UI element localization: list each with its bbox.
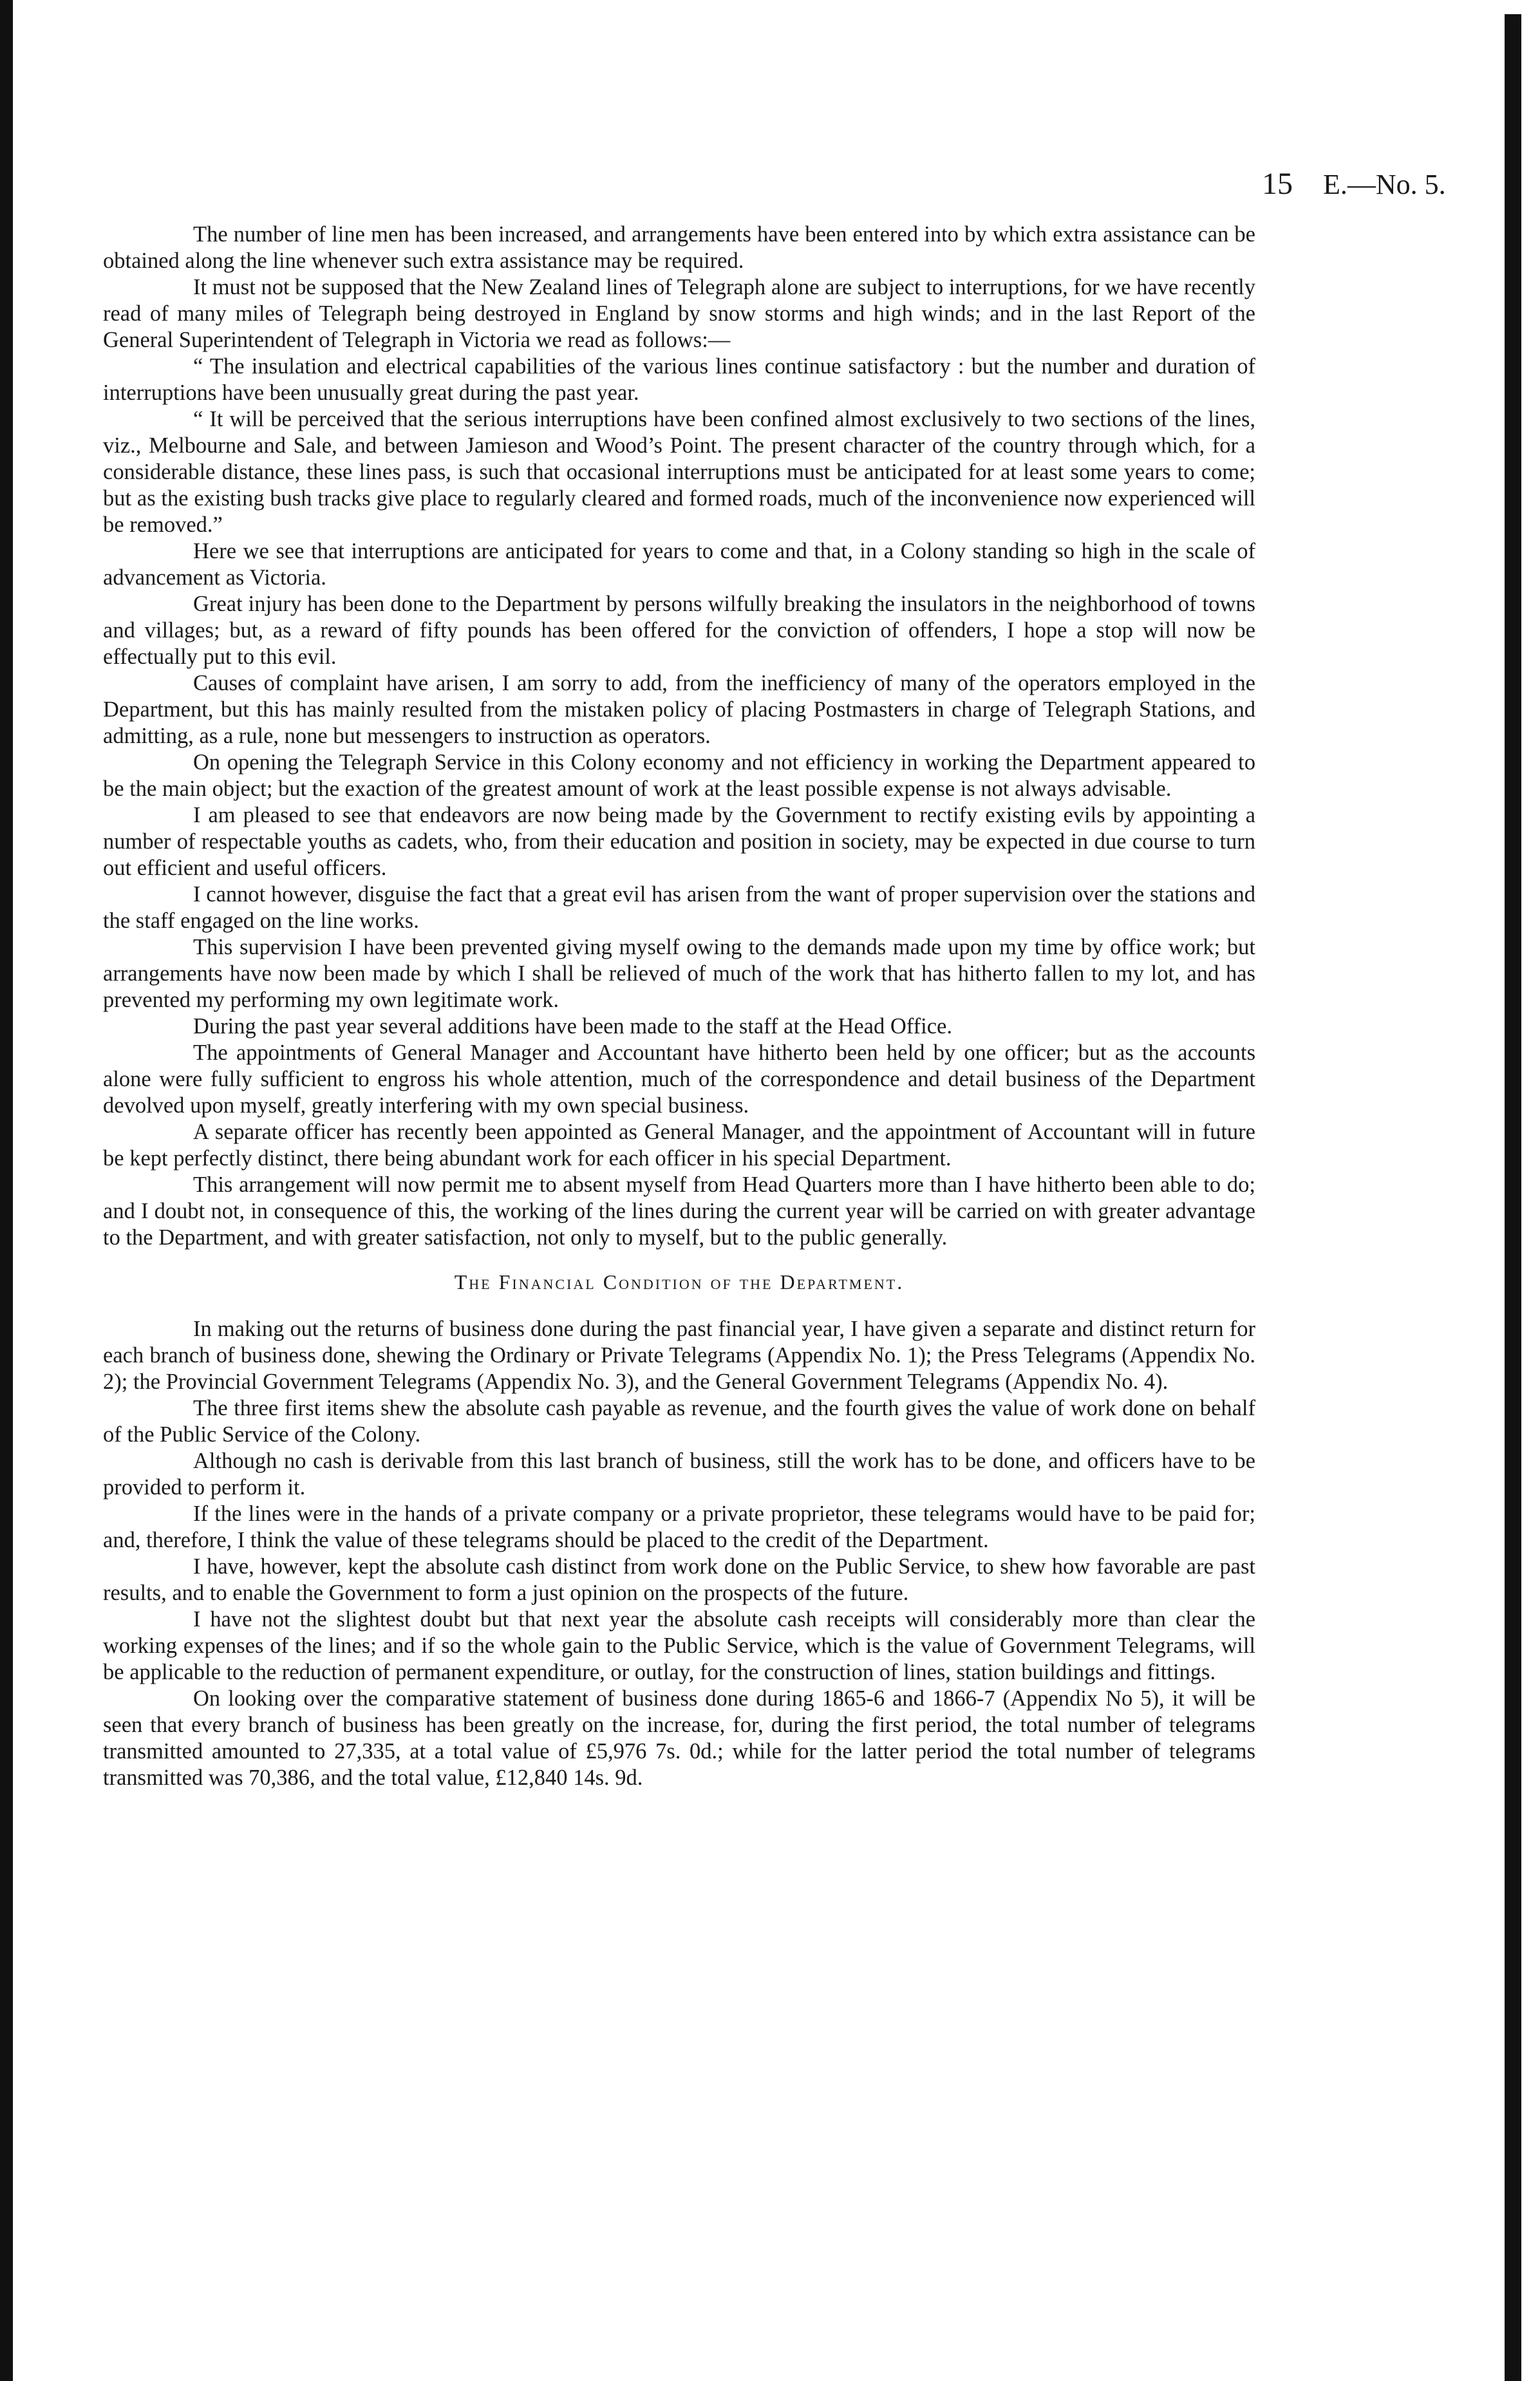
paragraph-private-company: If the lines were in the hands of a private company or a private proprietor, these telegrams would have to be paid for; and, therefore, I think the value of these telegrams should be placed to the credit of the Department. <box>103 1501 1255 1552</box>
paragraph-line-men: The number of line men has been increased, and arrangements have been entered into by which extra assistance can be obtained along the line whenever such extra assistance may be required. <box>103 222 1255 273</box>
page-header <box>1262 166 1446 202</box>
document-reference: E.—No. 5. <box>1323 169 1446 200</box>
quote-serious-interruptions: “ It will be perceived that the serious interruptions have been confined almost exclusively to two sections of the lines, viz., Melbourne and Sale, and between Jamieson and Wood’s Point. The present character of the country through which, for a considerable distance, these lines pass, is such that occasional interruptions must be anticipated for at least some years to come; but as the existing bush tracks give place to regularly cleared and formed roads, much of the inconvenience now experienced will be removed.” <box>103 407 1255 537</box>
paragraph-arrangement: This arrangement will now permit me to absent myself from Head Quarters more than I have hitherto been able to do; and I doubt not, in consequence of this, the working of the lines during the current year will be carried on with greater advantage to the Department, and with greater satisfaction, not only to myself, but to the public generally. <box>103 1172 1255 1250</box>
paragraph-staff-additions: During the past year several additions have been made to the staff at the Head Office. <box>193 1014 952 1039</box>
paragraph-office-work: This supervision I have been prevented giving myself owing to the demands made upon my time by office work; but arrangements have now been made by which I shall be relieved of much of the work that has hitherto fallen to my lot, and has prevented my performing my own legitimate work. <box>103 935 1255 1012</box>
paragraph-cash-distinct: I have, however, kept the absolute cash distinct from work done on the Public Service, to shew how favorable are past results, and to enable the Government to form a just opinion on the prospects of the future. <box>103 1554 1255 1605</box>
paragraph-complaints: Causes of complaint have arisen, I am sorry to add, from the inefficiency of many of the operators employed in the Department, but this has mainly resulted from the mistaken policy of placing Postmasters in charge of Telegraph Stations, and admitting, as a rule, none but messengers to instruction as operators. <box>103 671 1255 748</box>
document-body <box>103 221 1255 1791</box>
paragraph-appointments: The appointments of General Manager and Accountant have hitherto been held by one officer; but as the accounts alone were fully sufficient to engross his whole attention, much of the correspondence and detail business of the Department devolved upon myself, greatly interfering with my own special business. <box>103 1040 1255 1118</box>
scan-edge-left <box>0 0 13 2381</box>
paragraph-three-items: The three first items shew the absolute cash payable as revenue, and the fourth gives the value of work done on behalf of the Public Service of the Colony. <box>103 1396 1255 1447</box>
paragraph-injury: Great injury has been done to the Department by persons wilfully breaking the insulators in the neighborhood of towns and villages; but, as a reward of fifty pounds has been offered for the conviction of offenders, I hope a stop will now be effectually put to this evil. <box>103 592 1255 669</box>
scan-edge-right <box>1505 14 1521 2381</box>
paragraph-interruptions: It must not be supposed that the New Zealand lines of Telegraph alone are subject to interruptions, for we have recently read of many miles of Telegraph being destroyed in England by snow storms and high winds; and in the last Report of the General Superintendent of Telegraph in Victoria we read as follows:— <box>103 275 1255 352</box>
paragraph-returns: In making out the returns of business done during the past financial year, I have given a separate and distinct return for each branch of business done, shewing the Ordinary or Private Telegrams (Appendix No. 1); the Press Telegrams (Appendix No. 2); the Provincial Government Telegrams (Appendix No. 3), and the General Government Telegrams (Appendix No. 4). <box>103 1317 1255 1394</box>
paragraph-separate-officer: A separate officer has recently been appointed as General Manager, and the appointment of Accountant will in future be kept perfectly distinct, there being abundant work for each officer in his special Department. <box>103 1120 1255 1171</box>
paragraph-comparative: On looking over the comparative statement of business done during 1865-6 and 1866-7 (Appendix No 5), it will be seen that every branch of business has been greatly on the increase, for, during the first period, the total number of telegrams transmitted amounted to 27,335, at a total value of £5,976 7s. 0d.; while for the latter period the total number of telegrams transmitted was 70,386, and the total value, £12,840 14s. 9d. <box>103 1686 1255 1790</box>
paragraph-cadets: I am pleased to see that endeavors are now being made by the Government to rectify existing evils by appointing a number of respectable youths as cadets, who, from their education and position in society, may be expected in due course to turn out efficient and useful officers. <box>103 803 1255 880</box>
paragraph-next-year: I have not the slightest doubt but that next year the absolute cash receipts will considerably more than clear the working expenses of the lines; and if so the whole gain to the Public Service, which is the value of Government Telegrams, will be applicable to the reduction of permanent expenditure, or outlay, for the construction of lines, station buildings and fittings. <box>103 1607 1255 1684</box>
paragraph-no-cash: Although no cash is derivable from this last branch of business, still the work has to be done, and officers have to be provided to perform it. <box>103 1449 1255 1500</box>
section-heading: The Financial Condition of the Department. <box>454 1270 905 1294</box>
paragraph-supervision: I cannot however, disguise the fact that a great evil has arisen from the want of proper supervision over the stations and the staff engaged on the line works. <box>103 882 1255 933</box>
quote-insulation: “ The insulation and electrical capabilities of the various lines continue satisfactory : but the number and duration of interruptions have been unusually great during the past year. <box>103 354 1255 405</box>
paragraph-economy: On opening the Telegraph Service in this Colony economy and not efficiency in working the Department appeared to be the main object; but the exaction of the greatest amount of work at the least possible expense is not always advisable. <box>103 750 1255 801</box>
page-number: 15 <box>1262 167 1293 201</box>
paragraph-victoria: Here we see that interruptions are anticipated for years to come and that, in a Colony standing so high in the scale of advancement as Victoria. <box>103 539 1255 590</box>
